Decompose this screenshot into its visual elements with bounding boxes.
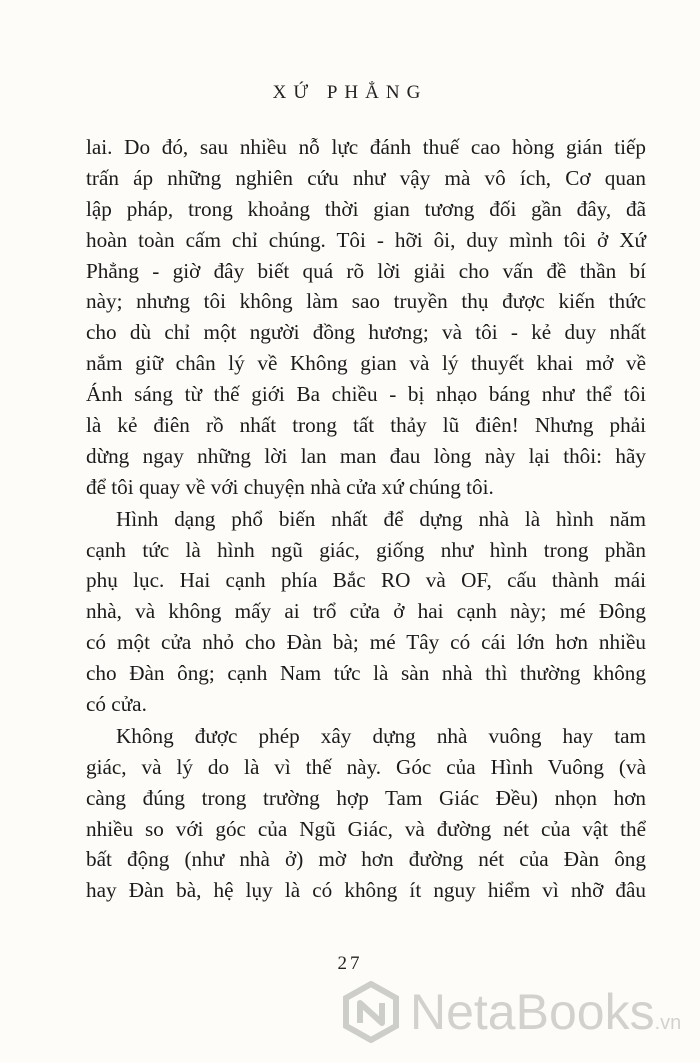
text-line: Không được phép xây dựng nhà vuông hay tam <box>116 723 646 748</box>
text-line: nhà, và không mấy ai trổ cửa ở hai cạnh này; mé Đông <box>86 599 646 624</box>
text-line: nắm giữ chân lý về Không gian và lý thuyết khai mở về <box>86 351 646 376</box>
page-number: 27 <box>337 953 363 974</box>
text-line: Ánh sáng từ thế giới Ba chiều - bị nhạo báng như thể tôi <box>86 382 646 407</box>
text-line: này; nhưng tôi không làm sao truyền thụ được kiến thức <box>86 289 646 314</box>
body-text <box>86 132 646 906</box>
text-line: Hình dạng phổ biến nhất để dựng nhà là hình năm <box>116 506 646 531</box>
text-line: giác, và lý do là vì thế này. Góc của Hình Vuông (và <box>86 754 646 779</box>
text-line: càng đúng trong trường hợp Tam Giác Đều) nhọn hơn <box>86 785 646 810</box>
running-header: XỨ PHẲNG <box>272 82 428 103</box>
text-line: phụ lục. Hai cạnh phía Bắc RO và OF, cấu thành mái <box>86 568 646 593</box>
text-line: có một cửa nhỏ cho Đàn bà; mé Tây có cái lớn hơn nhiều <box>86 630 646 655</box>
text-line: cho dù chỉ một người đồng hương; và tôi - kẻ duy nhất <box>86 320 646 345</box>
text-line: cạnh tức là hình ngũ giác, giống như hình trong phần <box>86 537 646 562</box>
text-line: lai. Do đó, sau nhiều nỗ lực đánh thuế cao hòng gián tiếp <box>86 135 646 159</box>
text-line: lập pháp, trong khoảng thời gian tương đối gần đây, đã <box>86 196 646 221</box>
text-line: có cửa. <box>86 692 147 717</box>
watermark-suffix: .vn <box>654 1012 682 1034</box>
watermark-brand: NetaBooks <box>410 984 655 1040</box>
text-line: hoàn toàn cấm chỉ chúng. Tôi - hỡi ôi, duy mình tôi ở Xứ <box>86 227 646 252</box>
text-line: hay Đàn bà, hệ lụy là có không ít nguy hiểm vì nhỡ đâu <box>86 878 646 903</box>
text-line: là kẻ điên rồ nhất trong tất thảy lũ điên! Nhưng phải <box>86 413 646 438</box>
text-line: Phẳng - giờ đây biết quá rõ lời giải cho vấn đề thần bí <box>86 258 646 283</box>
watermark <box>340 975 690 1049</box>
text-line: cho Đàn ông; cạnh Nam tức là sàn nhà thì thường không <box>86 661 646 686</box>
text-line: dừng ngay những lời lan man đau lòng này lại thôi: hãy <box>86 443 646 468</box>
watermark-text <box>410 983 681 1041</box>
text-line: trấn áp những nghiên cứu như vậy mà vô ích, Cơ quan <box>86 165 646 190</box>
text-line: bất động (như nhà ở) mờ hơn đường nét của Đàn ông <box>86 847 646 872</box>
netabooks-logo-icon <box>340 981 402 1043</box>
text-line: để tôi quay về với chuyện nhà cửa xứ chúng tôi. <box>86 474 494 499</box>
text-line: nhiều so với góc của Ngũ Giác, và đường nét của vật thể <box>86 816 646 841</box>
